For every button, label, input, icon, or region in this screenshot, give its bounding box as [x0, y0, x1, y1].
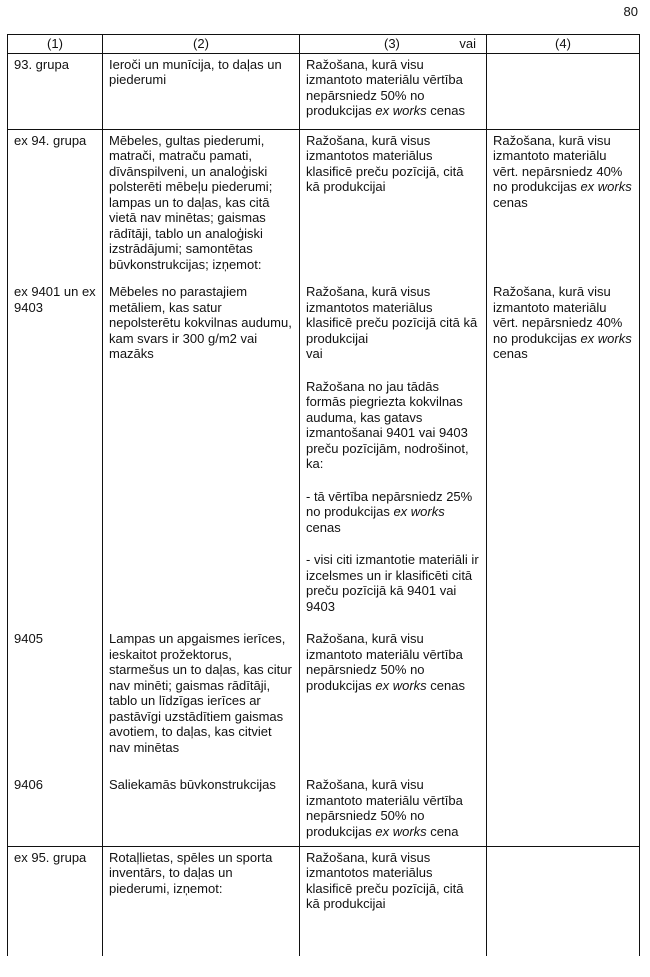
alternative-rule-cell [487, 281, 640, 628]
rule-paragraph [306, 552, 480, 614]
description-cell: Ieroči un munīcija, to daļas un piederumi [103, 53, 300, 129]
rule-text: - tā vērtība nepārsniedz 25% no produkcijas [306, 488, 473, 519]
rule-text: Ražošana, kurā visu izmantoto materiālu vērtība nepārsniedz 50% no produkcijas [306, 777, 463, 839]
alternative-rule-cell [487, 53, 640, 129]
alternative-rule-cell [487, 774, 640, 846]
description-cell: Rotaļlietas, spēles un sporta inventārs, to daļas un piederumi, izņemot: [103, 846, 300, 956]
rules-table [7, 34, 640, 956]
rule-text: Ražošana, kurā visu izmantoto materiālu vērt. nepārsniedz 40% no produkcijas [493, 132, 623, 194]
rule-paragraph [493, 133, 633, 211]
rule-paragraph [306, 133, 480, 195]
rule-text: cenas [426, 677, 465, 693]
rule-text: - visi citi izmantotie materiāli ir izcelsmes un ir klasificēti citā preču pozīcijā kā 9401 vai 9403 [306, 552, 479, 614]
alternative-rule-cell [487, 628, 640, 774]
table-row [8, 846, 640, 956]
rule-text: Ražošana, kurā visu izmantoto materiālu vērtība nepārsniedz 50% no produkcijas [306, 631, 463, 693]
header-or-label: vai [459, 36, 476, 51]
alternative-rule-cell [487, 129, 640, 281]
rule-paragraph [306, 284, 480, 362]
working-processing-cell [300, 53, 487, 129]
rule-text: Ražošana, kurā visus izmantotos materiālus klasificē preču pozīcijā, citā kā produkcijai [306, 132, 464, 194]
heading-code-cell: ex 95. grupa [8, 846, 103, 956]
table-row [8, 774, 640, 846]
working-processing-cell [300, 281, 487, 628]
table-row [8, 281, 640, 628]
ex-works-term: ex works [580, 330, 632, 346]
rule-text: Ražošana no jau tādās formās piegriezta kokvilnas auduma, kas gatavs izmantošanai 9401 vai 9403 preču pozīcijām, nodrošinot, ka: [306, 378, 469, 471]
rule-text: Ražošana, kurā visu izmantoto materiālu vērt. nepārsniedz 40% no produkcijas [493, 284, 623, 346]
table-row [8, 628, 640, 774]
description-cell: Lampas un apgaismes ierīces, ieskaitot prožektorus, starmešus un to daļas, kas citur nav minēti; gaismas rādītāji, tablo un līdzīgas ierīces ar pastāvīgi uzstādītiem gaismas avotiem, to daļas, kas citviet nav minētas [103, 628, 300, 774]
rule-paragraph [306, 379, 480, 472]
working-processing-cell [300, 129, 487, 281]
rule-text: cenas [493, 194, 528, 210]
description-cell: Mēbeles no parastajiem metāliem, kas satur nepolsterētu kokvilnas audumu, kam svars ir 300 g/m2 vai mazāks [103, 281, 300, 628]
header-row [8, 35, 640, 54]
rule-text: cenas [306, 519, 341, 535]
header-col-3 [300, 35, 487, 54]
header-col-4: (4) [487, 35, 640, 54]
rule-paragraph [306, 631, 480, 693]
working-processing-cell [300, 628, 487, 774]
rule-text: Ražošana, kurā visus izmantotos materiālus klasificē preču pozīcijā citā kā produkcijai vai [306, 284, 478, 361]
heading-code-cell: 93. grupa [8, 53, 103, 129]
rule-text: cena [426, 823, 459, 839]
working-processing-cell [300, 846, 487, 956]
rule-paragraph [306, 489, 480, 536]
heading-code-cell: 9405 [8, 628, 103, 774]
ex-works-term: ex works [393, 504, 445, 519]
ex-works-term: ex works [375, 103, 427, 118]
rule-text: Ražošana, kurā visu izmantoto materiālu vērtība nepārsniedz 50% no produkcijas [306, 56, 463, 118]
working-processing-cell [300, 774, 487, 846]
description-cell: Saliekamās būvkonstrukcijas [103, 774, 300, 846]
description-cell: Mēbeles, gultas piederumi, matrači, matraču pamati, dīvānspilveni, un analoģiski polsterēti mēbeļu piederumi; lampas un to daļas, kas citā vietā nav minētas; gaismas rādītāji, tablo un analoģiski izstrādājumi; samontētas būvkonstrukcijas; izņemot: [103, 129, 300, 281]
rule-text: Ražošana, kurā visus izmantotos materiālus klasificē preču pozīcijā, citā kā produkcijai [306, 849, 464, 911]
rule-text: cenas [493, 346, 528, 361]
header-col-1: (1) [8, 35, 103, 54]
ex-works-term: ex works [580, 179, 632, 194]
rule-paragraph [306, 57, 480, 119]
header-col-3-label: (3) [384, 36, 400, 51]
heading-code-cell: ex 94. grupa [8, 129, 103, 281]
header-col-2: (2) [103, 35, 300, 54]
ex-works-term: ex works [375, 677, 427, 693]
heading-code-cell: 9406 [8, 774, 103, 846]
page-number: 80 [623, 4, 638, 19]
heading-code-cell: ex 9401 un ex 9403 [8, 281, 103, 628]
rule-paragraph [493, 284, 633, 362]
table-row [8, 53, 640, 129]
rule-paragraph [306, 850, 480, 912]
alternative-rule-cell [487, 846, 640, 956]
ex-works-term: ex works [375, 823, 427, 839]
rule-text: cenas [426, 103, 465, 118]
table-row [8, 129, 640, 281]
rule-paragraph [306, 777, 480, 839]
